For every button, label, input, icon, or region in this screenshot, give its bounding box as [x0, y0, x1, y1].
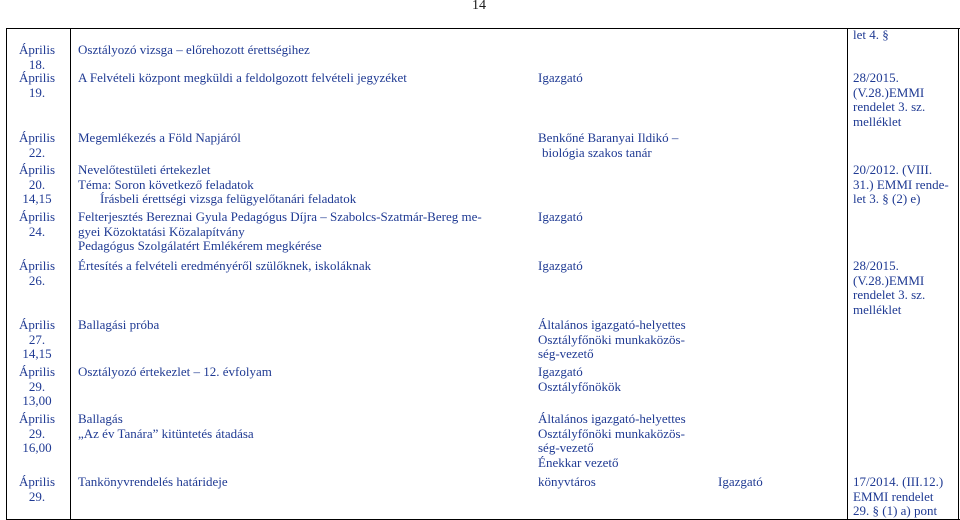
- event-cell: Értesítés a felvételi eredményéről szülőknek, iskoláknak: [78, 258, 372, 273]
- header-note: let 4. §: [853, 27, 889, 42]
- responsible-cell: Igazgató: [718, 474, 763, 489]
- date-cell: Április 20. 14,15: [18, 162, 56, 206]
- page-number: 14: [472, 0, 486, 13]
- note-cell: 17/2014. (III.12.) EMMI rendelet 29. § (1) a) pont: [853, 474, 944, 518]
- note-cell: 28/2015. (V.28.)EMMI rendelet 3. sz. melléklet: [853, 258, 926, 317]
- note-cell: 28/2015. (V.28.)EMMI rendelet 3. sz. melléklet: [853, 70, 926, 129]
- responsible-cell: könyvtáros: [538, 474, 596, 489]
- event-cell: Ballagás „Az év Tanára” kitüntetés átadása: [78, 411, 254, 441]
- table-col-divider: [70, 28, 71, 520]
- event-cell: Tankönyvrendelés határideje: [78, 474, 228, 489]
- responsible-cell: Igazgató Osztályfőnökök: [538, 364, 622, 394]
- date-cell: Április 24.: [18, 209, 56, 239]
- date-cell: Április 29.: [18, 474, 56, 504]
- event-cell: Osztályozó értekezlet – 12. évfolyam: [78, 364, 272, 379]
- event-cell: A Felvételi központ megküldi a feldolgozott felvételi jegyzéket: [78, 70, 407, 85]
- event-cell: Megemlékezés a Föld Napjáról: [78, 130, 241, 145]
- date-cell: Április 22.: [18, 130, 56, 160]
- date-cell: Április 19.: [18, 70, 56, 100]
- date-cell: Április 29. 16,00: [18, 411, 56, 455]
- event-cell: Osztályozó vizsga – előrehozott érettségihez: [78, 42, 310, 57]
- table-col-divider: [847, 28, 848, 520]
- event-cell: Nevelőtestületi értekezlet Téma: Soron következő feladatok Írásbeli érettségi vizsga felügyelőtanári feladatok: [78, 162, 357, 206]
- date-cell: Április 29. 13,00: [18, 364, 56, 408]
- responsible-cell: Igazgató: [538, 70, 583, 85]
- responsible-cell: Benkőné Baranyai Ildikó – biológia szakos tanár: [538, 130, 679, 160]
- date-cell: Április 18.: [18, 42, 56, 72]
- date-cell: Április 26.: [18, 258, 56, 288]
- event-cell: Felterjesztés Bereznai Gyula Pedagógus Díjra – Szabolcs-Szatmár-Bereg me- gyei Közoktatási Közalapítvány Pedagógus Szolgálatért Emlékérem megkérése: [78, 209, 482, 253]
- responsible-cell: Általános igazgató-helyettes Osztályfőnöki munkaközös- ség-vezető: [538, 317, 686, 361]
- note-cell: 20/2012. (VIII. 31.) EMMI rende- let 3. § (2) e): [853, 162, 949, 206]
- responsible-cell: Igazgató: [538, 209, 583, 224]
- responsible-cell: Általános igazgató-helyettes Osztályfőnöki munkaközös- ség-vezető Énekkar vezető: [538, 411, 686, 470]
- table-top-border: [6, 28, 960, 29]
- date-cell: Április 27. 14,15: [18, 317, 56, 361]
- table-right-border: [958, 28, 959, 520]
- responsible-cell: Igazgató: [538, 258, 583, 273]
- event-cell: Ballagási próba: [78, 317, 160, 332]
